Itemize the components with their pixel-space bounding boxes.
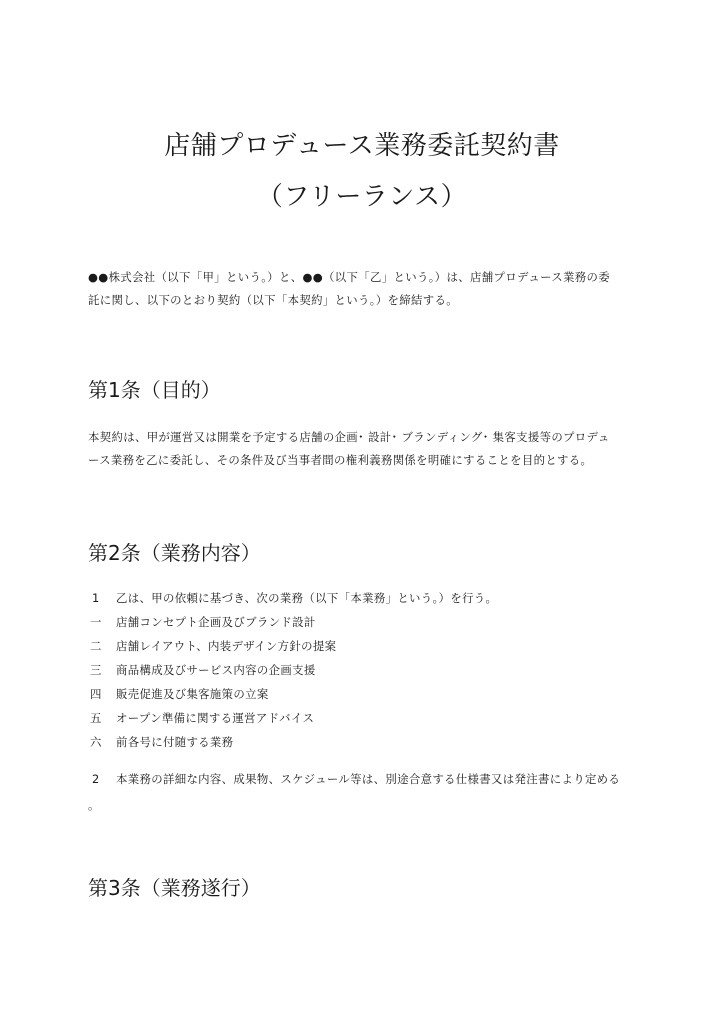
- article-1-line: 本契約は、甲が運営又は開業を予定する店舗の企画･ 設計･ ブランディング･ 集客支援等のプロデュ: [88, 430, 610, 444]
- article-1-body: [88, 426, 644, 472]
- article-2-heading: 第2条（業務内容）: [88, 541, 261, 565]
- article-2-clause-2-continuation: [88, 797, 100, 813]
- preamble: [88, 266, 644, 312]
- clause-text-continuation: 。: [88, 798, 100, 812]
- clause-number: 1: [92, 591, 100, 605]
- list-item: [88, 710, 314, 726]
- document-title: 店舗プロデュース業務委託契約書: [164, 131, 560, 161]
- item-text: 販売促進及び集客施策の立案: [116, 687, 269, 701]
- item-text: オープン準備に関する運営アドバイス: [116, 711, 315, 725]
- document-subtitle: （フリーランス）: [256, 182, 468, 212]
- list-item: [88, 686, 269, 702]
- item-text: 商品構成及びサービス内容の企画支援: [116, 663, 316, 677]
- article-2-clause-2: [88, 771, 620, 787]
- list-item: [88, 638, 336, 654]
- article-2-clause-1: [88, 590, 497, 606]
- clause-text: 本業務の詳細な内容、成果物、スケジュール等は、別途合意する仕様書又は発注書により定める: [116, 772, 621, 786]
- item-text: 店舗コンセプト企画及びブランド設計: [116, 615, 316, 629]
- article-1-line: ース業務を乙に委託し、その条件及び当事者間の権利義務関係を明確にすることを目的とする。: [88, 453, 593, 467]
- item-number: 四: [90, 687, 102, 701]
- clause-text: 乙は、甲の依頼に基づき、次の業務（以下「本業務」という。）を行う。: [116, 591, 498, 605]
- item-number: 五: [90, 711, 102, 725]
- item-number: 三: [90, 663, 102, 677]
- preamble-line: 託に関し、以下のとおり契約（以下「本契約」という。）を締結する。: [88, 293, 459, 307]
- item-text: 前各号に付随する業務: [116, 735, 234, 749]
- item-text: 店舗レイアウト、内装デザイン方針の提案: [116, 639, 337, 653]
- list-item: [88, 614, 316, 630]
- article-3-heading: 第3条（業務遂行）: [88, 876, 261, 900]
- item-number: 一: [90, 615, 102, 629]
- item-number: 六: [90, 735, 102, 749]
- list-item: [88, 662, 316, 678]
- clause-number: 2: [92, 772, 100, 786]
- article-1-heading: 第1条（目的）: [88, 378, 221, 402]
- preamble-line: ●●株式会社（以下「甲」という。）と、●●（以下「乙」という。）は、店舗プロデュース業務の委: [88, 270, 610, 284]
- list-item: [88, 734, 233, 750]
- item-number: 二: [90, 639, 102, 653]
